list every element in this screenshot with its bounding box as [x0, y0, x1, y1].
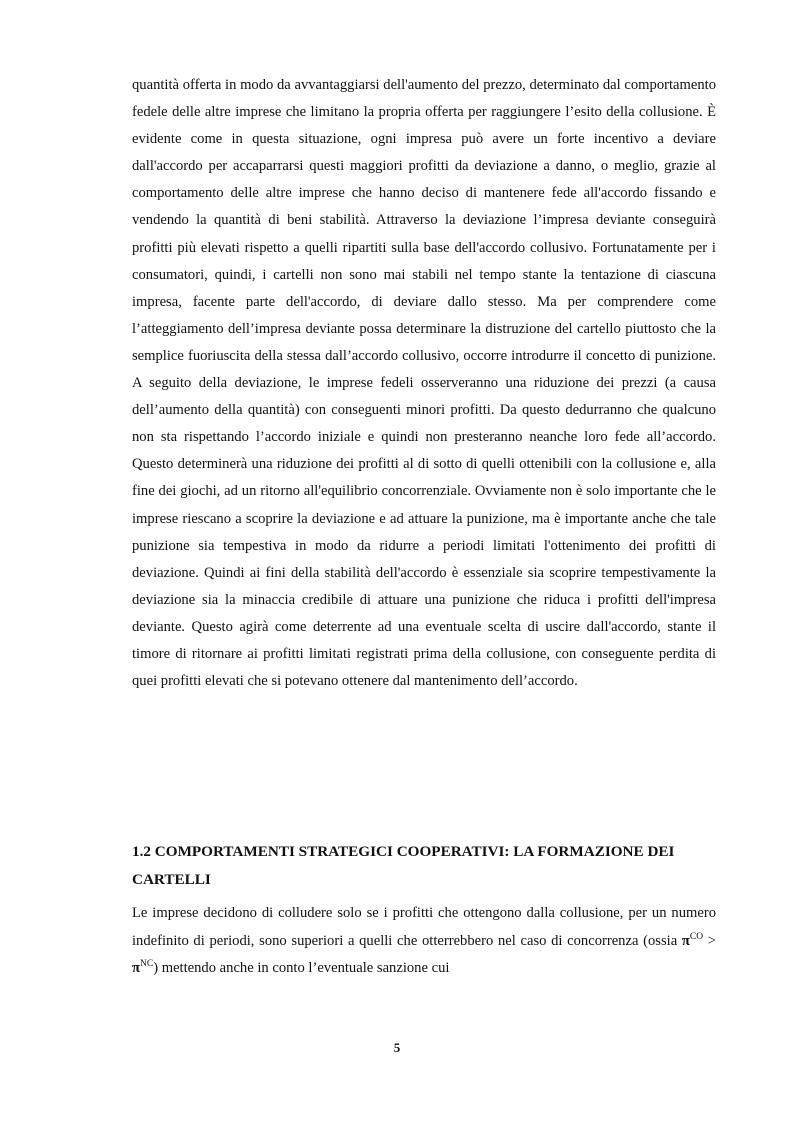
body-paragraph-2	[132, 900, 716, 983]
superscript-nc: NC	[140, 959, 154, 970]
section-heading: 1.2 COMPORTAMENTI STRATEGICI COOPERATIVI: LA FORMAZIONE DEI CARTELLI	[132, 843, 675, 888]
paragraph-text-after: ) mettendo anche in conto l’eventuale sanzione cui	[153, 960, 450, 977]
pi-symbol-co: π	[681, 932, 690, 949]
superscript-co: CO	[689, 931, 704, 942]
page-number: 5	[393, 1040, 401, 1055]
pi-symbol-nc: π	[132, 960, 140, 977]
body-paragraph: quantità offerta in modo da avvantaggiarsi dell'aumento del prezzo, determinato dal comportamento fedele delle altre imprese che limitano la propria offerta per raggiungere l’esito della collusione. È evidente come in questa situazione, ogni impresa può avere un forte incentivo a deviare dall'accordo per accaparrarsi questi maggiori profitti da deviazione a danno, o meglio, grazie al comportamento delle altre imprese che hanno deciso di mantenere fede all'accordo fissando e vendendo la quantità di beni stabilità. Attraverso la deviazione l’impresa deviante conseguirà profitti più elevati rispetto a quelli ripartiti sulla base dell'accordo collusivo. Fortunatamente per i consumatori, quindi, i cartelli non sono mai stabili nel tempo stante la tentazione di ciascuna impresa, facente parte dell'accordo, di deviare dallo stesso. Ma per comprendere come l’atteggiamento dell’impresa deviante possa determinare la distruzione del cartello piuttosto che la semplice fuoriuscita della stessa dall’accordo collusivo, occorre introdurre il concetto di punizione. A seguito della deviazione, le imprese fedeli osserveranno una riduzione dei prezzi (a causa dell’aumento della quantità) con conseguenti minori profitti. Da questo dedurranno che qualcuno non sta rispettando l’accordo iniziale e quindi non presteranno neanche loro fede all’accordo. Questo determinerà una riduzione dei profitti al di sotto di quelli ottenibili con la collusione e, alla fine dei giochi, ad un ritorno all'equilibrio concorrenziale. Ovviamente non è solo importante che le imprese riescano a scoprire la deviazione e ad attuare la punizione, ma è importante anche che tale punizione sia tempestiva in modo da ridurre a periodi limitati l'ottenimento dei profitti di deviazione. Quindi ai fini della stabilità dell'accordo è essenziale sia scoprire tempestivamente la deviazione sia la minaccia credibile di attuare una punizione che riduca i profitti dell'impresa deviante. Questo agirà come deterrente ad una eventuale scelta di uscire dall'accordo, stante il timore di ritornare ai profitti limitati registrati prima della collusione, con conseguente perdita di quei profitti elevati che si potevano ottenere dal mantenimento dell’accordo.	[132, 77, 716, 690]
greater-than-sign: >	[703, 932, 716, 949]
paragraph-text-before: Le imprese decidono di colludere solo se i profitti che ottengono dalla collusione, per un numero indefinito di periodi, sono superiori a quelli che otterrebbero nel caso di concorrenza (ossia	[132, 905, 716, 949]
